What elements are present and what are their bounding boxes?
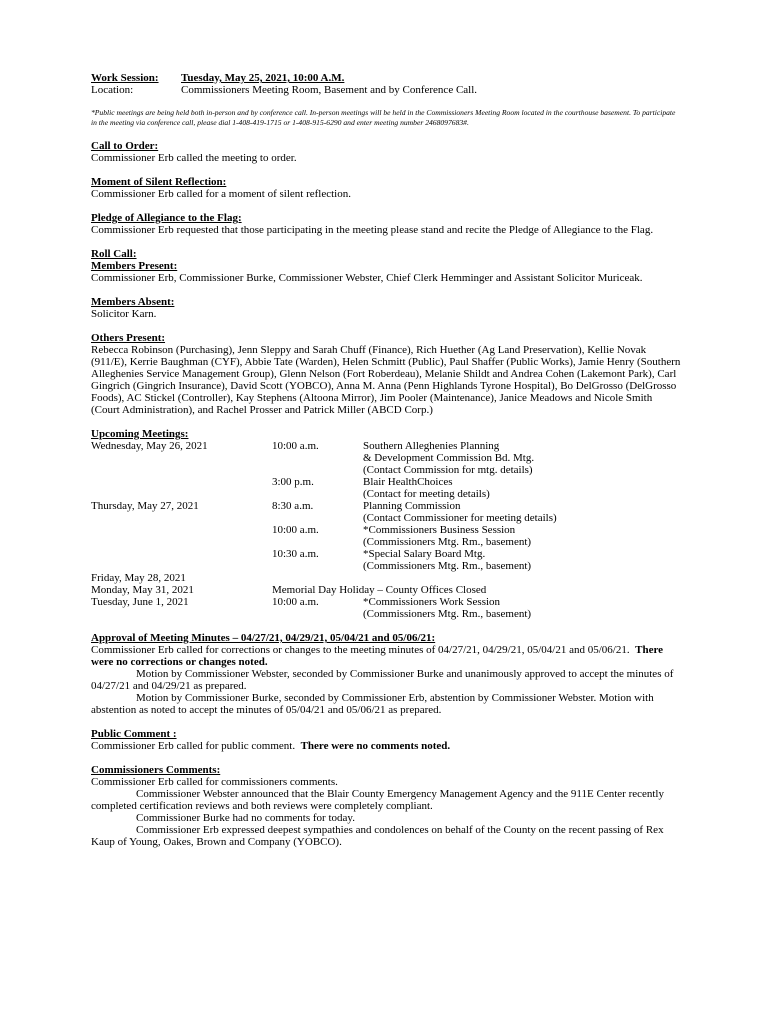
public-comment-section bbox=[91, 728, 681, 752]
meeting-description: (Contact for meeting details) bbox=[363, 488, 490, 500]
meeting-day bbox=[91, 560, 272, 572]
meeting-day bbox=[91, 548, 272, 560]
meeting-day bbox=[91, 536, 272, 548]
public-comment-body: Commissioner Erb called for public comment. bbox=[91, 740, 296, 752]
meeting-time: 10:30 a.m. bbox=[272, 548, 319, 560]
others-present-heading: Others Present: bbox=[91, 332, 166, 344]
no-comments-note: There were no comments noted. bbox=[300, 740, 451, 752]
members-present-heading: Members Present: bbox=[91, 260, 178, 272]
meeting-row bbox=[91, 452, 681, 464]
call-to-order-heading: Call to Order: bbox=[91, 140, 159, 152]
meeting-day bbox=[91, 476, 272, 488]
erb-comment: Commissioner Erb expressed deepest sympathies and condolences on behalf of the County on the recent passing of Rex Kaup of Young, Oakes, Brown and Company (YOBCO). bbox=[91, 824, 664, 848]
meeting-row bbox=[91, 464, 681, 476]
meeting-row bbox=[91, 572, 681, 584]
meeting-row bbox=[91, 548, 681, 560]
meeting-time: 10:00 a.m. bbox=[272, 524, 319, 536]
meeting-row bbox=[91, 524, 681, 536]
meeting-day bbox=[91, 512, 272, 524]
others-present-text: Rebecca Robinson (Purchasing), Jenn Sleppy and Sarah Chuff (Finance), Rich Huether (Ag Land Preservation), Kellie Novak (911/E), Kerrie Baughman (CYF), Abbie Tate (Warden), Helen Schmitt (Public), Paul Shaffer (Public Works), Jamie Henry (Southern Alleghenies Service Management Group), Glenn Nelson (Fort Roberdeau), Melanie Shildt and Andrea Cohen (Lakemont Park), Carl Gingrich (Gingrich Insurance), David Scott (YOBCO), Anna M. Anna (Penn Highlands Tyrone Hospital), Bo DelGrosso (DelGrosso Foods), AC Stickel (Controller), Kay Stephens (Altoona Mirror), Jim Pooler (Maintenance), Janice Meadows and Nicole Smith (Court Administration), and Rachel Prosser and Patrick Miller (ABCD Corp.) bbox=[91, 344, 681, 416]
location-row bbox=[91, 84, 681, 96]
meeting-time: 10:00 a.m. bbox=[272, 440, 319, 452]
meeting-description: Memorial Day Holiday – County Offices Closed bbox=[272, 584, 487, 596]
members-absent-text: Solicitor Karn. bbox=[91, 308, 157, 320]
meeting-description: (Contact Commission for mtg. details) bbox=[363, 464, 533, 476]
meeting-day: Friday, May 28, 2021 bbox=[91, 572, 186, 584]
meeting-day bbox=[91, 464, 272, 476]
session-value: Tuesday, May 25, 2021, 10:00 A.M. bbox=[181, 72, 345, 84]
others-present-section bbox=[91, 332, 681, 416]
location-value: Commissioners Meeting Room, Basement and by Conference Call. bbox=[181, 84, 478, 96]
meeting-day bbox=[91, 452, 272, 464]
silent-reflection-heading: Moment of Silent Reflection: bbox=[91, 176, 227, 188]
meeting-description: Southern Alleghenies Planning bbox=[363, 440, 500, 452]
commissioners-comments-heading: Commissioners Comments: bbox=[91, 764, 221, 776]
meeting-day bbox=[91, 524, 272, 536]
meeting-time bbox=[272, 452, 363, 464]
meeting-row bbox=[91, 476, 681, 488]
meeting-description: (Contact Commissioner for meeting details) bbox=[363, 512, 557, 524]
meeting-row bbox=[91, 512, 681, 524]
meeting-description: *Commissioners Business Session bbox=[363, 524, 516, 536]
meeting-time bbox=[272, 560, 363, 572]
meeting-day: Wednesday, May 26, 2021 bbox=[91, 440, 208, 452]
session-row bbox=[91, 72, 681, 84]
silent-reflection-section bbox=[91, 176, 681, 200]
silent-reflection-text: Commissioner Erb called for a moment of silent reflection. bbox=[91, 188, 351, 200]
conference-call-notice: *Public meetings are being held both in-person and by conference call. In-person meetings will be held in the Commissioners Meeting Room located in the courthouse basement. To participate in the meeting via conference call, please dial 1-408-419-1715 or 1-408-915-6290 and enter meeting number 2468097683#. bbox=[91, 108, 676, 127]
meeting-row bbox=[91, 560, 681, 572]
approval-minutes-text bbox=[91, 644, 681, 668]
pledge-text: Commissioner Erb requested that those participating in the meeting please stand and recite the Pledge of Allegiance to the Flag. bbox=[91, 224, 654, 236]
call-to-order-section bbox=[91, 140, 681, 164]
webster-comment: Commissioner Webster announced that the Blair County Emergency Management Agency and the 911E Center recently completed certification reviews and both reviews were completely compliant. bbox=[91, 788, 664, 812]
session-label: Work Session: bbox=[91, 72, 159, 84]
meeting-day: Thursday, May 27, 2021 bbox=[91, 500, 199, 512]
upcoming-meetings-list bbox=[91, 440, 681, 572]
meeting-description: (Commissioners Mtg. Rm., basement) bbox=[363, 536, 532, 548]
pledge-heading: Pledge of Allegiance to the Flag: bbox=[91, 212, 242, 224]
meeting-description: (Commissioners Mtg. Rm., basement) bbox=[363, 608, 532, 620]
members-absent-heading: Members Absent: bbox=[91, 296, 175, 308]
meeting-row bbox=[91, 608, 681, 620]
motion-2-text: Motion by Commissioner Burke, seconded by Commissioner Erb, abstention by Commissioner Webster. Motion with abstention as noted to accept the minutes of 05/04/21 and 05/06/21 as prepared. bbox=[91, 692, 654, 716]
public-comment-heading: Public Comment : bbox=[91, 728, 177, 740]
meeting-day bbox=[91, 488, 272, 500]
no-corrections-note: There were no corrections or changes noted. bbox=[91, 644, 664, 668]
approval-minutes-heading: Approval of Meeting Minutes – 04/27/21, 04/29/21, 05/04/21 and 05/06/21: bbox=[91, 632, 436, 644]
meeting-row bbox=[91, 596, 681, 608]
meeting-description: *Commissioners Work Session bbox=[363, 596, 501, 608]
meeting-time: 8:30 a.m. bbox=[272, 500, 314, 512]
call-to-order-text: Commissioner Erb called the meeting to order. bbox=[91, 152, 297, 164]
meeting-row bbox=[91, 488, 681, 500]
pledge-section bbox=[91, 212, 681, 236]
minutes-content bbox=[91, 72, 681, 848]
commissioners-comments-section bbox=[91, 764, 681, 848]
burke-comment: Commissioner Burke had no comments for today. bbox=[136, 812, 355, 824]
meeting-day: Tuesday, June 1, 2021 bbox=[91, 596, 189, 608]
meeting-time bbox=[272, 464, 363, 476]
members-present-text: Commissioner Erb, Commissioner Burke, Commissioner Webster, Chief Clerk Hemminger and Assistant Solicitor Muriceak. bbox=[91, 272, 643, 284]
upcoming-meetings-heading: Upcoming Meetings: bbox=[91, 428, 189, 440]
meeting-time bbox=[272, 488, 363, 500]
meeting-row bbox=[91, 584, 681, 596]
location-label: Location: bbox=[91, 84, 134, 96]
roll-call-section bbox=[91, 248, 681, 284]
roll-call-heading: Roll Call: bbox=[91, 248, 137, 260]
meeting-description: *Special Salary Board Mtg. bbox=[363, 548, 486, 560]
meeting-description: Blair HealthChoices bbox=[363, 476, 453, 488]
meeting-time bbox=[272, 512, 363, 524]
approval-minutes-body: Commissioner Erb called for corrections or changes to the meeting minutes of 04/27/21, 04/29/21, 05/04/21 and 05/06/21. bbox=[91, 644, 630, 656]
upcoming-meetings-section bbox=[91, 428, 681, 620]
motion-1-text: Motion by Commissioner Webster, seconded by Commissioner Burke and unanimously approved to accept the minutes of 04/27/21 and 04/29/21 as prepared. bbox=[91, 668, 674, 692]
meeting-description: Planning Commission bbox=[363, 500, 461, 512]
meeting-time bbox=[272, 536, 363, 548]
meeting-description: (Commissioners Mtg. Rm., basement) bbox=[363, 560, 532, 572]
meeting-description: & Development Commission Bd. Mtg. bbox=[363, 452, 535, 464]
meeting-day: Monday, May 31, 2021 bbox=[91, 584, 194, 596]
public-comment-text bbox=[91, 740, 681, 752]
approval-minutes-section bbox=[91, 632, 681, 716]
meeting-row bbox=[91, 440, 681, 452]
meeting-row bbox=[91, 500, 681, 512]
meeting-row bbox=[91, 536, 681, 548]
meeting-time: 3:00 p.m. bbox=[272, 476, 314, 488]
meeting-time: 10:00 a.m. bbox=[272, 596, 319, 608]
commissioners-comments-text: Commissioner Erb called for commissioners comments. bbox=[91, 776, 338, 788]
members-absent-section bbox=[91, 296, 681, 320]
